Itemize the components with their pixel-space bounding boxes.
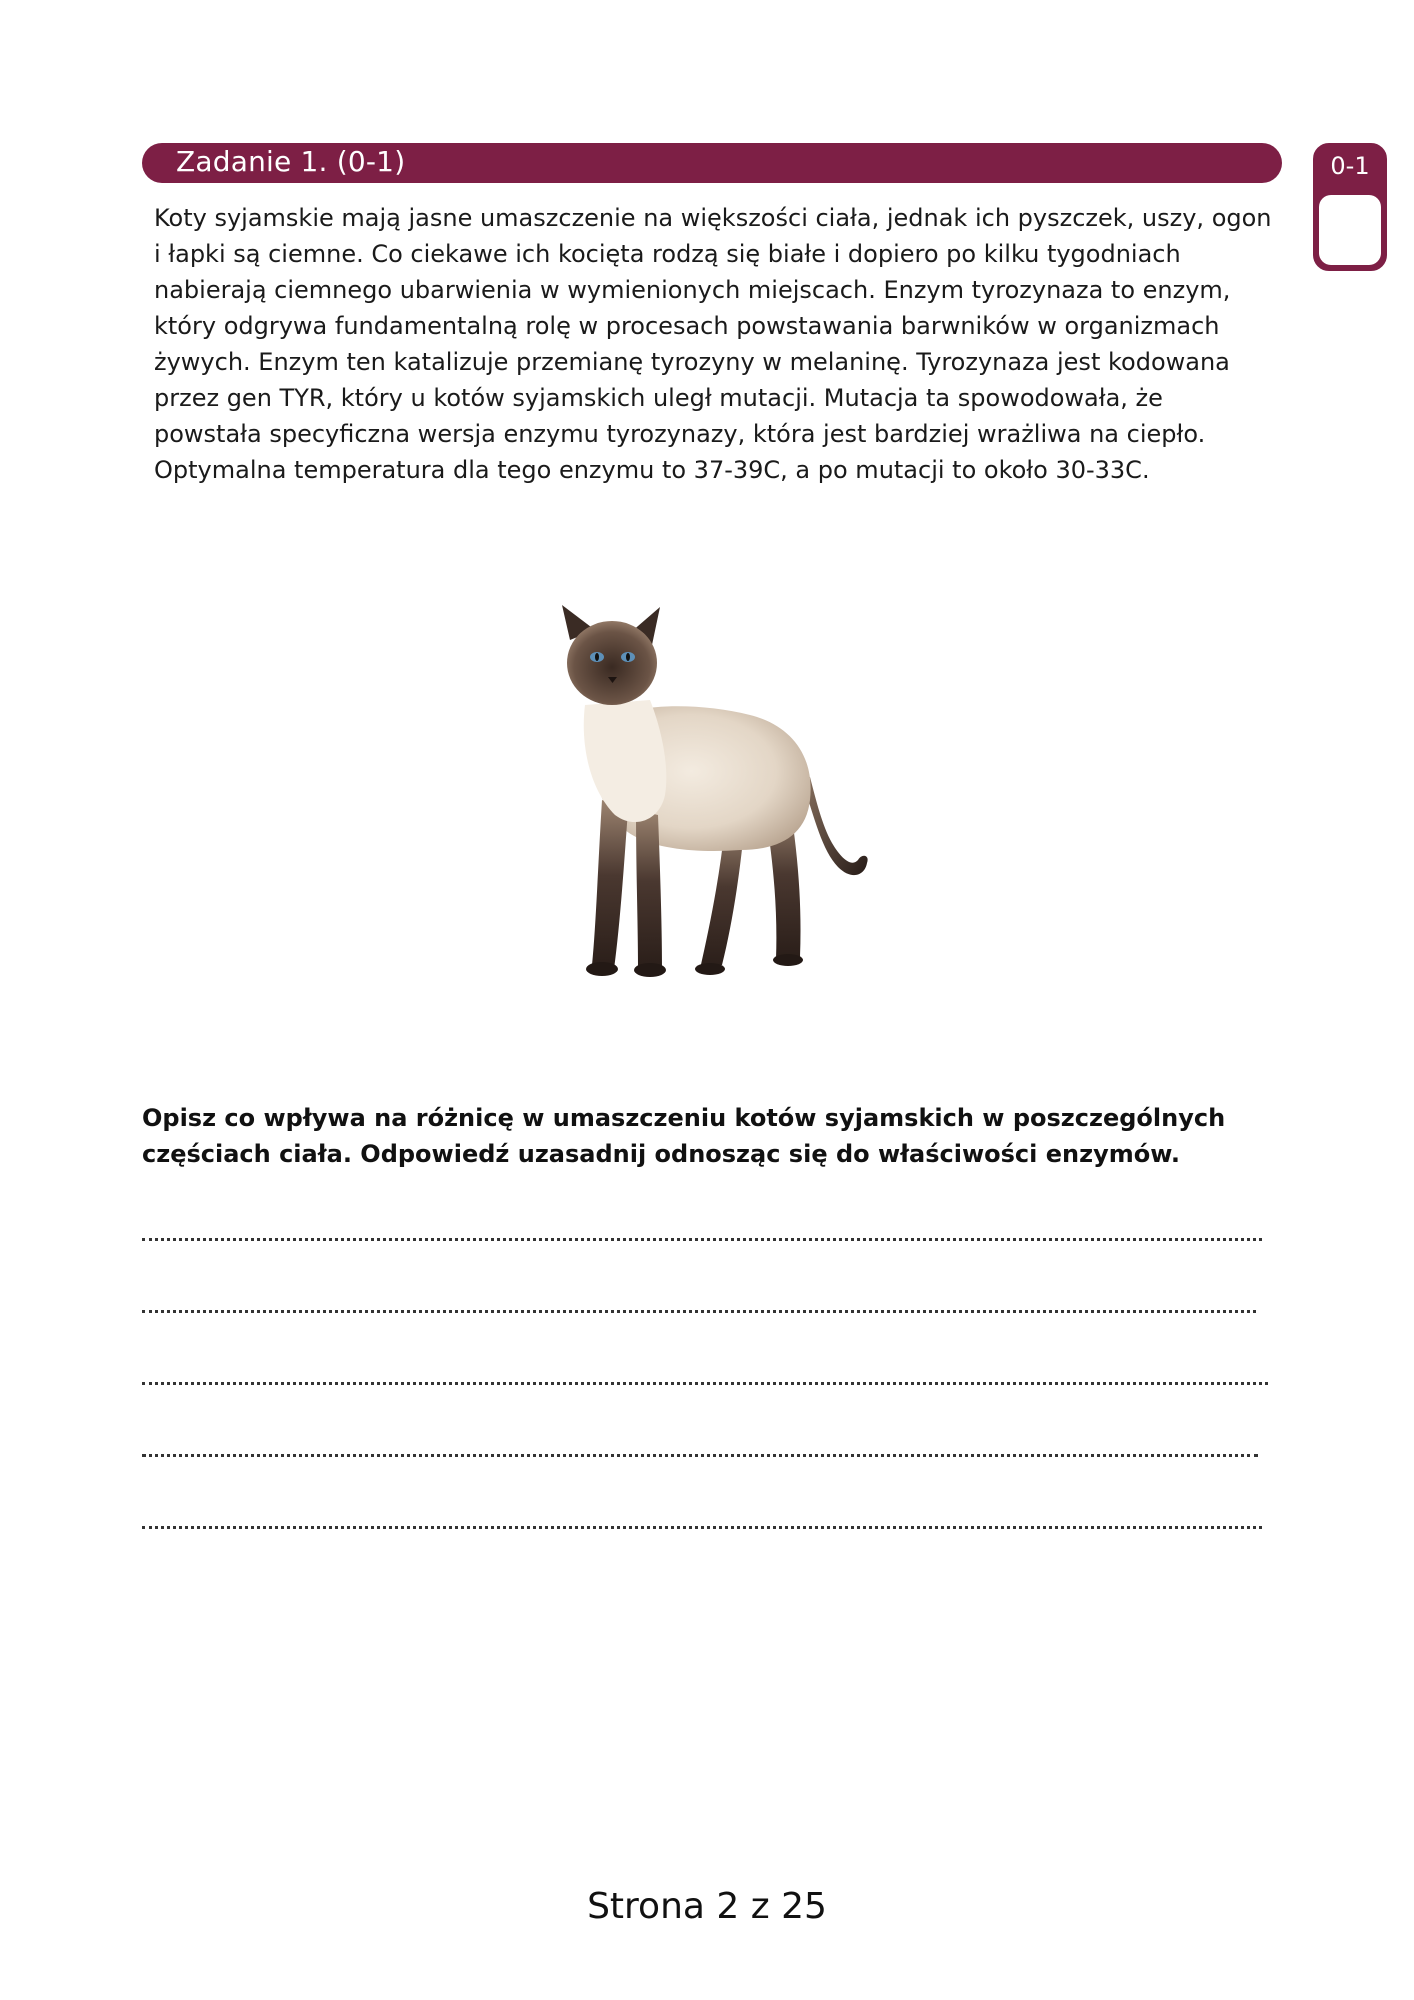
answer-line[interactable]	[142, 1238, 1262, 1241]
answer-line[interactable]	[142, 1382, 1268, 1385]
task-title: Zadanie 1. (0-1)	[176, 145, 406, 178]
score-box	[1313, 143, 1387, 271]
answer-line[interactable]	[142, 1310, 1256, 1313]
page-number: Strona 2 z 25	[587, 1886, 827, 1927]
siamese-cat-photo	[540, 605, 880, 1005]
question-text: Opisz co wpływa na różnicę w umaszczeniu kotów syjamskich w poszczególnych częściach ciała. Odpowiedź uzasadnij odnosząc się do właściwości enzymów.	[142, 1104, 1226, 1168]
task-header	[142, 143, 1282, 183]
score-label: 0-1	[1330, 152, 1370, 180]
intro-paragraph: Koty syjamskie mają jasne umaszczenie na większości ciała, jednak ich pyszczek, uszy, ogon i łapki są ciemne. Co ciekawe ich kocięta rodzą się białe i dopiero po kilku tygodniach nabierają ciemnego ubarwienia w wymienionych miejscach. Enzym tyrozynaza to enzym, który odgrywa fundamentalną rolę w procesach powstawania barwników w organizmach żywych. Enzym ten katalizuje przemianę tyrozyny w melaninę. Tyrozynaza jest kodowana przez gen TYR, który u kotów syjamskich uległ mutacji. Mutacja ta spowodowała, że powstała specyficzna wersja enzymu tyrozynazy, która jest bardziej wrażliwa na ciepło. Optymalna temperatura dla tego enzymu to 37-39C, a po mutacji to około 30-33C.	[154, 204, 1272, 484]
score-field[interactable]	[1319, 195, 1381, 265]
answer-line[interactable]	[142, 1454, 1258, 1457]
answer-line[interactable]	[142, 1526, 1262, 1529]
